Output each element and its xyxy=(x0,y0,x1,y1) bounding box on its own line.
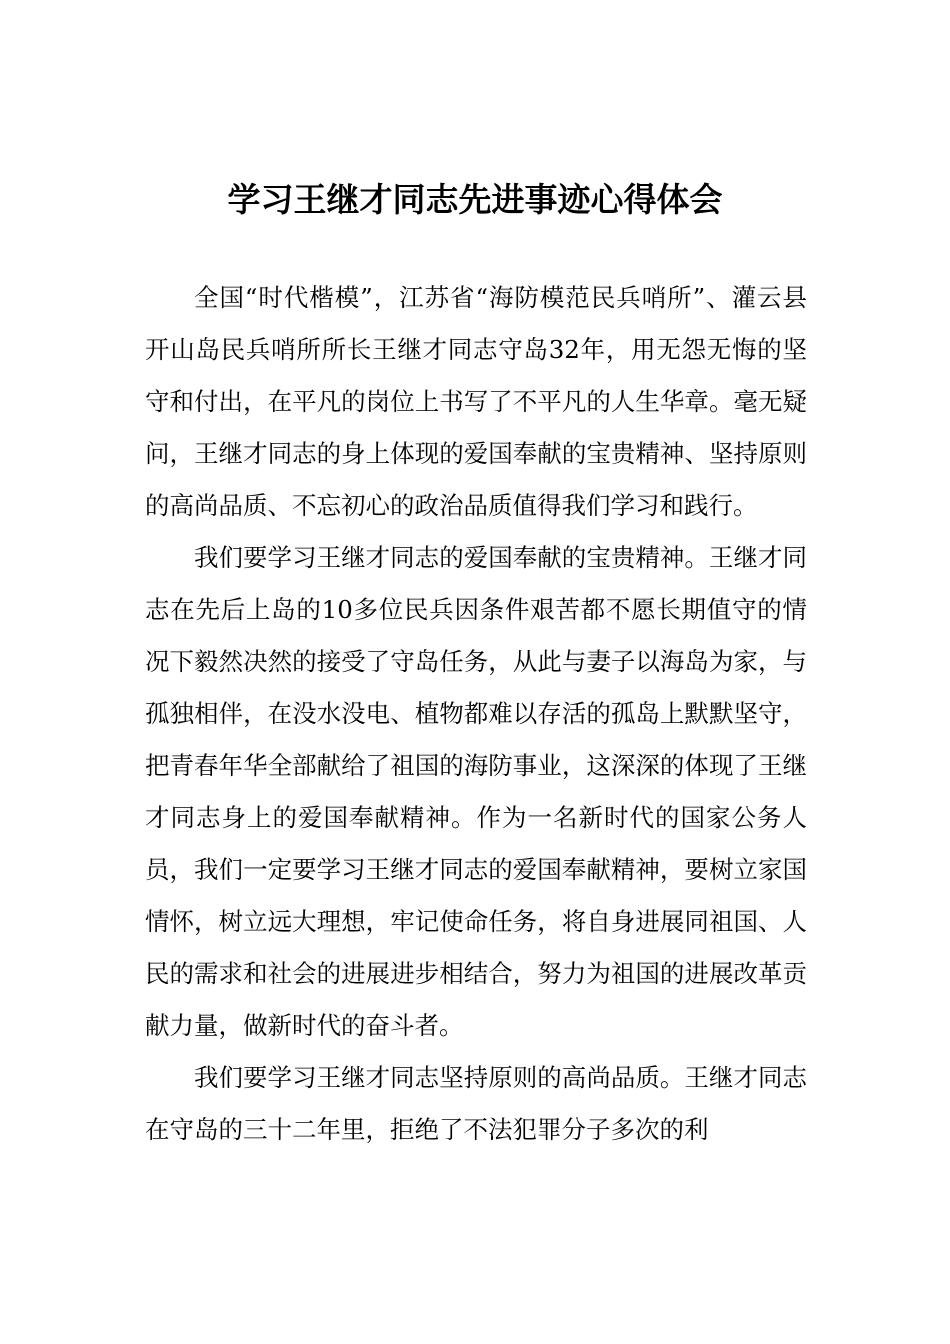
paragraph-intro: 全国“时代楷模”，江苏省“海防模范民兵哨所”、灌云县开山岛民兵哨所所长王继才同志守岛32年，用无怨无悔的坚守和付出，在平凡的岗位上书写了不平凡的人生华章。毫无疑问，王继才同志的身上体现的爱国奉献的宝贵精神、坚持原则的高尚品质、不忘初心的政治品质值得我们学习和践行。 xyxy=(145,283,807,520)
paragraph-principles: 我们要学习王继才同志坚持原则的高尚品质。王继才同志在守岛的三十二年里，拒绝了不法犯罪分子多次的利 xyxy=(145,1063,807,1144)
paragraph-patriotic-dedication: 我们要学习王继才同志的爱国奉献的宝贵精神。王继才同志在先后上岛的10多位民兵因条件艰苦都不愿长期值守的情况下毅然决然的接受了守岛任务，从此与妻子以海岛为家，与孤独相伴，在没水没电、植物都难以存活的孤岛上默默坚守，把青春年华全部献给了祖国的海防事业，这深深的体现了王继才同志身上的爱国奉献精神。作为一名新时代的国家公务人员，我们一定要学习王继才同志的爱国奉献精神，要树立家国情怀，树立远大理想，牢记使命任务，将自身进展同祖国、人民的需求和社会的进展进步相结合，努力为祖国的进展改革贡献力量，做新时代的奋斗者。 xyxy=(145,543,807,1040)
document-title: 学习王继才同志先进事迹心得体会 xyxy=(227,180,723,219)
document-body xyxy=(145,272,807,1156)
